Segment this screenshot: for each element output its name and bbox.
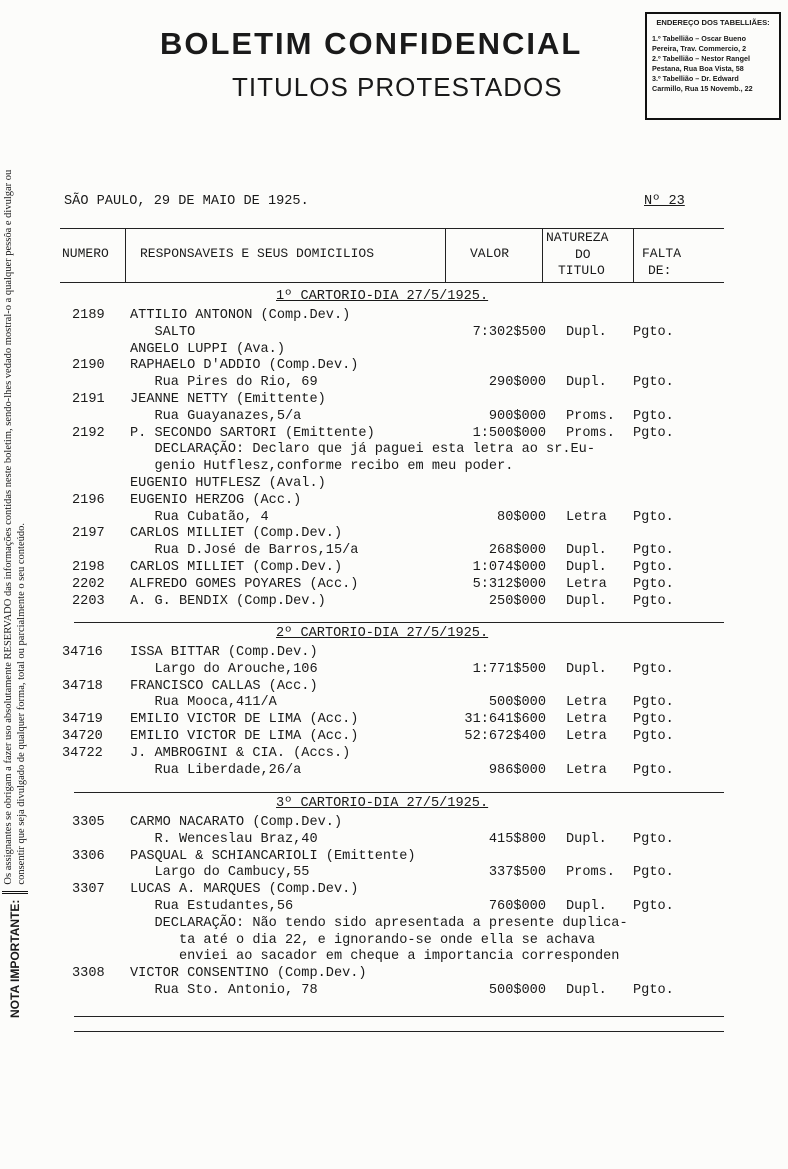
entry-valor: 80$000 [497,509,546,525]
section-heading: 1º CARTORIO-DIA 27/5/1925. [276,289,489,304]
entry-falta: Pgto. [633,324,674,340]
address-line: Pereira, Trav. Commercio, 2 [652,44,747,53]
column-header-natureza: DO [575,247,591,262]
entry-num: 2196 [72,492,105,508]
entry-falta: Pgto. [633,712,674,728]
entry-resp: LUCAS A. MARQUES (Comp.Dev.) [130,882,359,898]
entry-num: 34716 [62,645,103,660]
address-box-title: ENDEREÇO DOS TABELLIÃES: [656,18,770,27]
side-note-text: Os assignantes se obrigam a fazer uso absolutamente RESERVADO das informações contidas neste boletim, sendo-lhes vedado mostral-o a qualquer pessôa e divulgar ou consentir que seja divulgado de qualquer forma, total ou parcialmente o seu conteúdo. [3,169,27,885]
entry-resp: P. SECONDO SARTORI (Emittente) [130,425,375,441]
entry-nat: Letra [566,762,607,778]
address-line: Pestana, Rua Boa Vista, 58 [652,64,744,73]
entry-falta: Pgto. [633,729,674,744]
entry-valor: 250$000 [488,593,546,609]
entry-resp: DECLARAÇÃO: Não tendo sido apresentada a presente duplica- [130,915,628,931]
entry-resp: CARLOS MILLIET (Comp.Dev.) [130,560,343,575]
entry-resp: SALTO [130,324,196,340]
entry-nat: Dupl. [566,899,607,914]
entry-resp: Largo do Cambucy,55 [130,865,310,881]
section-rule [74,622,724,623]
entry-num: 2197 [72,526,105,542]
address-line: 2.º Tabellião – Nestor Rangel [652,54,750,63]
entry-falta: Pgto. [633,899,674,914]
entry-valor: 986$000 [488,762,546,778]
entry-num: 3305 [72,815,105,830]
entry-resp: Rua Mooca,411/A [130,695,277,711]
entry-valor: 1:771$500 [472,661,546,677]
entry-num: 34718 [62,678,103,694]
bottom-rule [74,1031,724,1032]
entry-valor: 1:500$000 [472,425,546,441]
entry-nat: Dupl. [566,983,607,998]
entry-resp: FRANCISCO CALLAS (Acc.) [130,678,318,694]
entry-resp: Rua Guayanazes,5/a [130,408,302,424]
column-divider [542,228,543,282]
entry-nat: Dupl. [566,375,607,391]
column-header-natureza: TITULO [558,263,605,278]
entry-num: 2190 [72,358,105,374]
entry-falta: Pgto. [633,983,674,998]
address-line: 1.º Tabellião – Oscar Bueno [652,34,746,43]
entry-resp: PASQUAL & SCHIANCARIOLI (Emittente) [130,848,416,864]
entry-resp: EUGENIO HERZOG (Acc.) [130,492,302,508]
entry-resp: EMILIO VICTOR DE LIMA (Acc.) [130,712,359,728]
entry-num: 2191 [72,392,105,407]
column-divider [125,228,126,282]
entry-nat: Dupl. [566,661,607,677]
entry-num: 2189 [72,308,105,323]
column-divider [445,228,446,282]
entry-nat: Letra [566,712,607,728]
entry-nat: Dupl. [566,593,607,609]
entry-nat: Letra [566,729,607,744]
address-line: Carmillo, Rua 15 Novemb., 22 [652,84,753,93]
column-header-natureza: NATUREZA [546,230,609,245]
entry-falta: Pgto. [633,762,674,778]
entry-num: 2198 [72,560,105,575]
section-heading: 2º CARTORIO-DIA 27/5/1925. [276,626,489,641]
entry-nat: Dupl. [566,324,607,340]
entry-resp: ALFREDO GOMES POYARES (Acc.) [130,576,359,592]
entry-nat: Dupl. [566,560,607,575]
entry-resp: JEANNE NETTY (Emittente) [130,392,326,407]
entry-num: 2192 [72,425,105,441]
entry-falta: Pgto. [633,408,674,424]
entry-resp: ANGELO LUPPI (Ava.) [130,341,285,357]
entry-resp: Largo do Arouche,106 [130,661,318,677]
address-box [645,12,781,120]
entry-falta: Pgto. [633,425,674,441]
entry-resp: ta até o dia 22, e ignorando-se onde ella se achava [130,932,595,948]
side-note [2,168,42,1018]
entry-valor: 500$000 [488,983,546,998]
entry-nat: Letra [566,695,607,711]
entry-num: 34719 [62,712,103,728]
entry-resp: enviei ao sacador em cheque a importancia corresponden [130,949,620,965]
entry-valor: 415$800 [488,831,546,847]
entry-valor: 7:302$500 [472,324,546,340]
entry-resp: EUGENIO HUTFLESZ (Aval.) [130,476,326,491]
entry-resp: RAPHAELO D'ADDIO (Comp.Dev.) [130,358,359,374]
entry-nat: Letra [566,576,607,592]
entry-resp: Rua Estudantes,56 [130,899,294,914]
column-divider [633,228,634,282]
entry-valor: 1:074$000 [472,560,546,575]
entry-nat: Dupl. [566,831,607,847]
column-header-falta: DE: [648,263,672,278]
entry-valor: 290$000 [488,375,546,391]
entry-nat: Proms. [566,408,615,424]
entry-resp: J. AMBROGINI & CIA. (Accs.) [130,745,351,761]
entry-resp: Rua Pires do Rio, 69 [130,375,318,391]
entry-valor: 268$000 [488,543,546,559]
entry-num: 34722 [62,745,103,761]
entry-falta: Pgto. [633,560,674,575]
entry-nat: Proms. [566,865,615,881]
entry-falta: Pgto. [633,375,674,391]
entry-valor: 337$500 [488,865,546,881]
entry-nat: Dupl. [566,543,607,559]
entry-valor: 52:672$400 [464,729,546,744]
entry-resp: Rua Sto. Antonio, 78 [130,983,318,998]
entry-falta: Pgto. [633,509,674,525]
entry-resp: A. G. BENDIX (Comp.Dev.) [130,593,326,609]
side-note-label: NOTA IMPORTANTE: [2,891,28,1018]
entry-resp: EMILIO VICTOR DE LIMA (Acc.) [130,729,359,744]
entry-num: 3307 [72,882,105,898]
entry-resp: Rua D.José de Barros,15/a [130,543,359,559]
entry-valor: 31:641$600 [464,712,546,728]
entry-resp: Rua Liberdade,26/a [130,762,302,778]
entry-valor: 900$000 [488,408,546,424]
column-header-numero: NUMERO [62,246,109,261]
entry-num: 3308 [72,966,105,982]
page-title: BOLETIM CONFIDENCIAL [160,26,583,61]
entry-resp: genio Hutflesz,conforme recibo em meu poder. [130,459,514,475]
entry-valor: 5:312$000 [472,576,546,592]
entry-num: 34720 [62,729,103,744]
column-header-responsaveis: RESPONSAVEIS E SEUS DOMICILIOS [140,246,375,261]
header-rule-top [60,228,724,229]
entry-num: 2203 [72,593,105,609]
entry-nat: Proms. [566,425,615,441]
entry-falta: Pgto. [633,593,674,609]
dateline: SÃO PAULO, 29 DE MAIO DE 1925. [64,194,309,209]
section-rule [74,792,724,793]
entry-resp: DECLARAÇÃO: Declaro que já paguei esta letra ao sr.Eu- [130,442,595,458]
entry-resp: R. Wenceslau Braz,40 [130,831,318,847]
column-header-falta: FALTA [642,246,682,261]
entry-resp: ISSA BITTAR (Comp.Dev.) [130,645,318,660]
entry-resp: VICTOR CONSENTINO (Comp.Dev.) [130,966,367,982]
entry-falta: Pgto. [633,576,674,592]
bottom-rule [74,1016,724,1017]
entry-falta: Pgto. [633,695,674,711]
page-subtitle: TITULOS PROTESTADOS [232,72,563,102]
entry-num: 2202 [72,576,105,592]
entry-nat: Letra [566,509,607,525]
entry-falta: Pgto. [633,831,674,847]
bulletin-number: Nº 23 [644,194,685,209]
section-heading: 3º CARTORIO-DIA 27/5/1925. [276,796,489,811]
entry-falta: Pgto. [633,543,674,559]
address-line: 3.º Tabellião – Dr. Edward [652,74,739,83]
entry-falta: Pgto. [633,661,674,677]
entry-resp: CARLOS MILLIET (Comp.Dev.) [130,526,343,542]
column-header-valor: VALOR [470,246,510,261]
entry-falta: Pgto. [633,865,674,881]
entry-valor: 760$000 [488,899,546,914]
entry-resp: Rua Cubatão, 4 [130,509,269,525]
header-rule-bottom [60,282,724,283]
entry-num: 3306 [72,848,105,864]
entry-resp: ATTILIO ANTONON (Comp.Dev.) [130,308,351,323]
entry-valor: 500$000 [488,695,546,711]
entry-resp: CARMO NACARATO (Comp.Dev.) [130,815,343,830]
